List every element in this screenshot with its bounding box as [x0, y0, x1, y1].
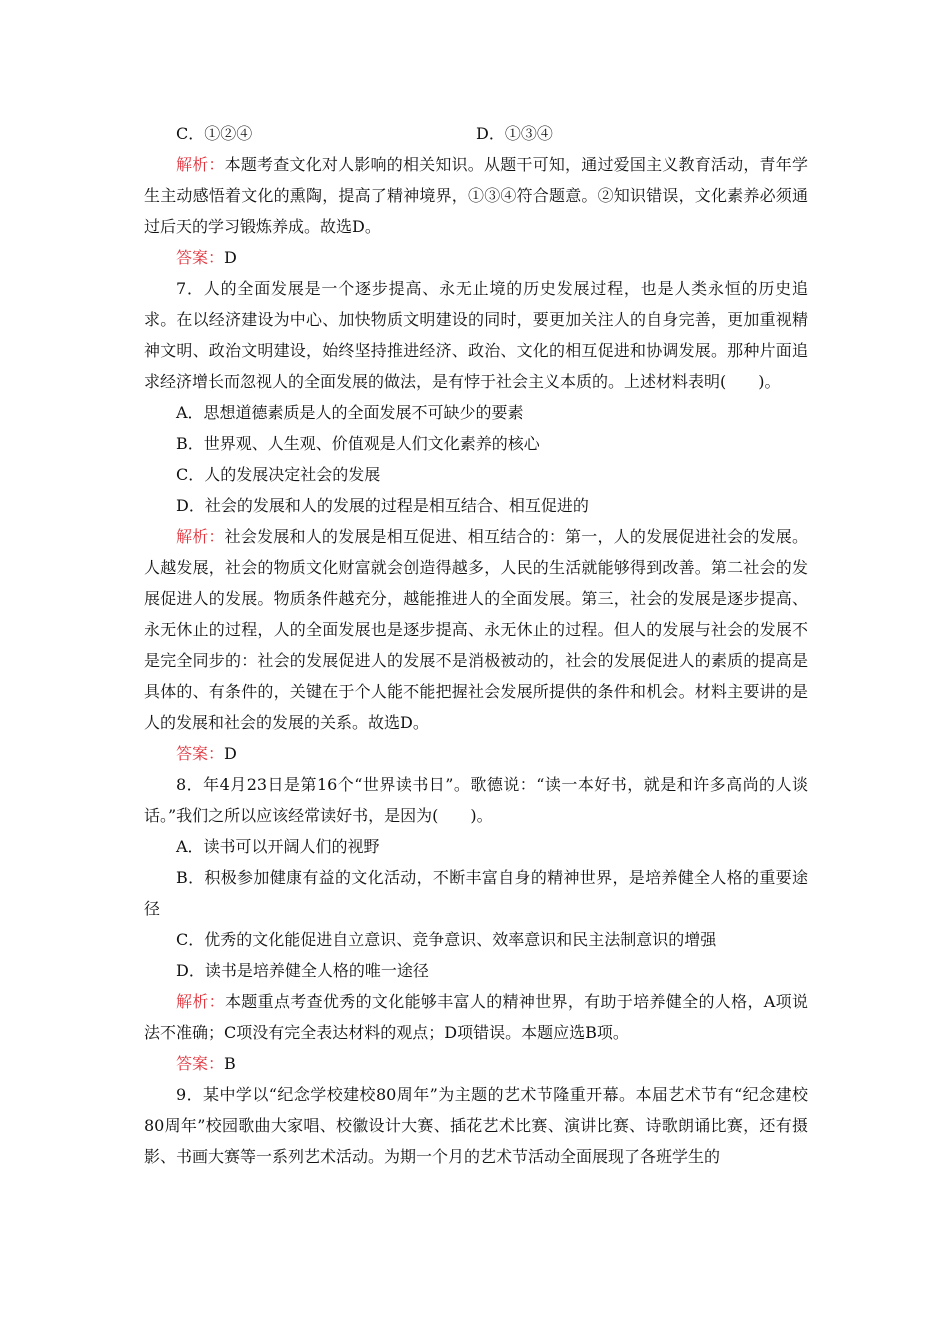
- q8-analysis-label: 解析：: [176, 992, 225, 1011]
- q6-answer-value: D: [224, 248, 237, 267]
- q6-analysis: [144, 149, 808, 242]
- q8-answer-value: B: [224, 1054, 236, 1073]
- q7-option-a: A．思想道德素质是人的全面发展不可缺少的要素: [176, 403, 524, 422]
- q6-analysis-label: 解析：: [176, 155, 225, 174]
- q7-answer-value: D: [224, 744, 237, 763]
- q7-analysis: [144, 521, 808, 738]
- q7-option-b: B．世界观、人生观、价值观是人们文化素养的核心: [176, 434, 540, 453]
- q6-answer: [144, 242, 808, 273]
- q7-analysis-text: 社会发展和人的发展是相互促进、相互结合的：第一，人的发展促进社会的发展。人越发展，社会的物质文化财富就会创造得越多，人民的生活就能够得到改善。第二社会的发展促进人的发展。物质条件越充分，越能推进人的全面发展。第三，社会的发展是逐步提高、永无休止的过程，人的全面发展也是逐步提高、永无休止的过程。但人的发展与社会的发展不是完全同步的：社会的发展促进人的发展不是消极被动的，社会的发展促进人的素质的提高是具体的、有条件的，关键在于个人能不能把握社会发展所提供的条件和机会。材料主要讲的是人的发展和社会的发展的关系。故选D。: [144, 527, 808, 732]
- q8-stem: 8．年4月23日是第16个“世界读书日”。歌德说：“读一本好书，就是和许多高尚的人谈话。”我们之所以应该经常读好书，是因为( )。: [144, 775, 808, 825]
- q6-answer-label: 答案：: [176, 248, 225, 267]
- q8-option-a: A．读书可以开阔人们的视野: [176, 837, 380, 856]
- q7-option-c: C．人的发展决定社会的发展: [176, 465, 381, 484]
- q6-options-cd: [144, 118, 808, 149]
- document-content: [144, 118, 808, 1172]
- q8-option-b: B．积极参加健康有益的文化活动，不断丰富自身的精神世界，是培养健全人格的重要途径: [144, 868, 808, 918]
- q6-analysis-text: 本题考查文化对人影响的相关知识。从题干可知，通过爱国主义教育活动，青年学生主动感悟着文化的熏陶，提高了精神境界，①③④符合题意。②知识错误，文化素养必须通过后天的学习锻炼养成。故选D。: [144, 155, 808, 236]
- q8-analysis: [144, 986, 808, 1048]
- q7-answer-label: 答案：: [176, 744, 225, 763]
- q8-answer: [144, 1048, 808, 1079]
- q7-answer: [144, 738, 808, 769]
- q8-option-c: C．优秀的文化能促进自立意识、竞争意识、效率意识和民主法制意识的增强: [176, 930, 717, 949]
- q8-answer-label: 答案：: [176, 1054, 225, 1073]
- q8-analysis-text: 本题重点考查优秀的文化能够丰富人的精神世界，有助于培养健全的人格，A项说法不准确；C项没有完全表达材料的观点；D项错误。本题应选B项。: [144, 992, 808, 1042]
- q7-analysis-label: 解析：: [176, 527, 225, 546]
- q6-option-d: D．①③④: [476, 124, 553, 143]
- q7-stem: 7．人的全面发展是一个逐步提高、永无止境的历史发展过程，也是人类永恒的历史追求。在以经济建设为中心、加快物质文明建设的同时，要更加关注人的自身完善，更加重视精神文明、政治文明建设，始终坚持推进经济、政治、文化的相互促进和协调发展。那种片面追求经济增长而忽视人的全面发展的做法，是有悖于社会主义本质的。上述材料表明( )。: [144, 279, 808, 391]
- q7-option-d: D．社会的发展和人的发展的过程是相互结合、相互促进的: [176, 496, 589, 515]
- q8-option-d: D．读书是培养健全人格的唯一途径: [176, 961, 429, 980]
- q6-option-c: C．①②④: [176, 124, 253, 143]
- q9-stem: 9．某中学以“纪念学校建校80周年”为主题的艺术节隆重开幕。本届艺术节有“纪念建校80周年”校园歌曲大家唱、校徽设计大赛、插花艺术比赛、演讲比赛、诗歌朗诵比赛，还有摄影、书画大赛等一系列艺术活动。为期一个月的艺术节活动全面展现了各班学生的: [144, 1085, 808, 1166]
